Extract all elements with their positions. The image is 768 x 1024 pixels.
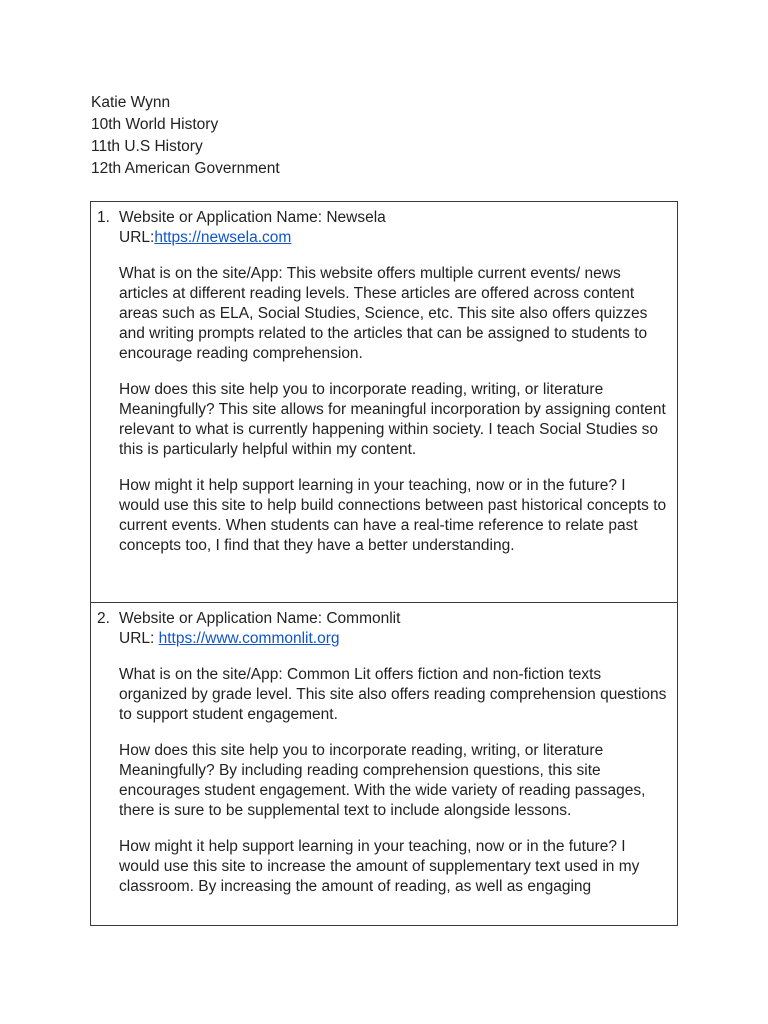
entry-title-block	[119, 609, 669, 649]
url-label: URL:	[119, 229, 155, 246]
course-line: 10th World History	[91, 116, 219, 133]
resources-table	[90, 201, 678, 926]
course-line: 12th American Government	[91, 160, 280, 177]
entry-number: 1.	[97, 209, 110, 226]
entry-name: Website or Application Name: Commonlit	[119, 610, 401, 627]
commonlit-link[interactable]: https://www.commonlit.org	[158, 630, 340, 647]
entry-might: How might it help support learning in your teaching, now or in the future? I would use this site to increase the amount of supplementary text used in my classroom. By increasing the amount of reading, as well as engaging	[119, 838, 640, 895]
entry-what: What is on the site/App: Common Lit offers fiction and non-fiction texts organized by grade level. This site also offers reading comprehension questions to support student engagement.	[119, 666, 667, 723]
url-label: URL:	[119, 630, 159, 647]
author-name: Katie Wynn	[91, 94, 171, 111]
entry-might: How might it help support learning in your teaching, now or in the future? I would use this site to help build connections between past historical concepts to current events. When students can have a real-time reference to relate past concepts too, I find that they have a better understanding.	[119, 477, 667, 554]
entry-name: Website or Application Name: Newsela	[119, 209, 386, 226]
entry-url-line	[119, 629, 669, 649]
newsela-link[interactable]: https://newsela.com	[154, 229, 292, 246]
entry-number: 2.	[97, 610, 110, 627]
entry-url-line	[119, 228, 669, 248]
entry-how: How does this site help you to incorporate reading, writing, or literature Meaningfully? This site allows for meaningful incorporation by assigning content relevant to what is currently happening within society. I teach Social Studies so this is particularly helpful within my content.	[119, 381, 666, 458]
entry-cell	[91, 602, 677, 925]
entry-cell	[91, 202, 677, 602]
entry-what: What is on the site/App: This website offers multiple current events/ news articles at different reading levels. These articles are offered across content areas such as ELA, Social Studies, Science, etc. This site also offers quizzes and writing prompts related to the articles that can be assigned to students to encourage reading comprehension.	[119, 265, 648, 362]
course-line: 11th U.S History	[91, 138, 203, 155]
author-header	[91, 92, 280, 180]
entry-title-block	[119, 208, 669, 248]
entry-how: How does this site help you to incorporate reading, writing, or literature Meaningfully? By including reading comprehension questions, this site encourages student engagement. With the wide variety of reading passages, there is sure to be supplemental text to include alongside lessons.	[119, 742, 646, 819]
